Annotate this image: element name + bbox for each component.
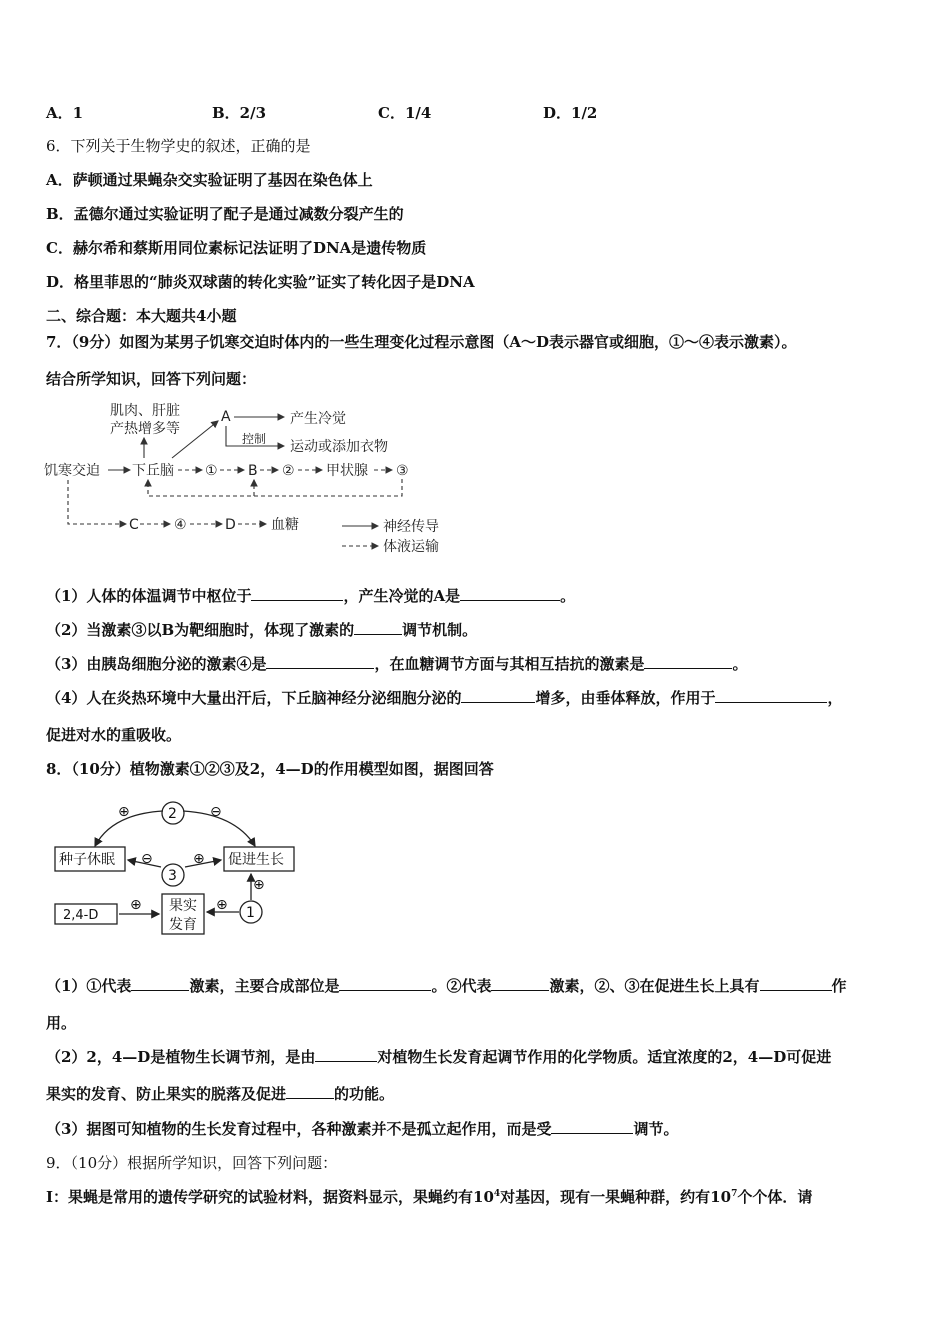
q8-blank-7[interactable] (551, 1119, 633, 1134)
minus-sign: ⊖ (210, 804, 222, 820)
diagram-control: 控制 (242, 432, 267, 446)
diagram-A: A (221, 409, 231, 425)
q6-option-a: A．萨顿通过果蝇杂交实验证明了基因在染色体上 (46, 171, 373, 189)
q6-option-d: D．格里菲思的“肺炎双球菌的转化实验”证实了转化因子是DNA (46, 273, 475, 291)
box-promote-growth: 促进生长 (228, 852, 284, 868)
q9-part-i: Ⅰ：果蝇是常用的遗传学研究的试验材料，据资料显示，果蝇约有$10^4$对基因，现有一果蝇种群，约有$10^7$个个体．请 (46, 1188, 813, 1206)
plus-sign: ⊕ (253, 877, 265, 893)
q7-part-4: （4）人在炎热环境中大量出汗后，下丘脑神经分泌细胞分泌的 增多，由垂体释放，作用于 ， (46, 689, 843, 707)
q7-part-2: （2）当激素③以B为靶细胞时，体现了激素的 调节机制。 (46, 621, 478, 639)
plus-sign: ⊕ (193, 851, 205, 867)
q8-blank-1[interactable] (131, 976, 189, 991)
legend-fluid: 体液运输 (383, 539, 439, 555)
q7-blank-3[interactable] (354, 620, 402, 635)
diagram-motion: 运动或添加衣物 (290, 439, 388, 455)
diagram-C: C (129, 517, 139, 533)
diagram-hormone-1: ① (205, 463, 218, 479)
q8-part-3: （3）据图可知植物的生长发育过程中，各种激素并不是孤立起作用，而是受 调节。 (46, 1120, 679, 1138)
diagram-B: B (248, 463, 258, 479)
q8-stem: 8．（10分）植物激素①②③及2，4—D的作用模型如图，据图回答 (46, 760, 494, 778)
q8-blank-4[interactable] (760, 976, 832, 991)
q8-blank-6[interactable] (286, 1084, 334, 1099)
q8-part-1-cont: 用。 (46, 1014, 77, 1032)
section-heading: 二、综合题：本大题共4小题 (46, 307, 237, 325)
diagram-hypothalamus: 下丘脑 (132, 463, 174, 479)
q7-stem-2: 结合所学知识，回答下列问题： (46, 370, 257, 388)
diagram-D: D (225, 517, 236, 533)
q8-blank-5[interactable] (315, 1047, 377, 1062)
q7-blank-1[interactable] (251, 586, 343, 601)
q7-blank-6[interactable] (461, 688, 535, 703)
q8-part-2: （2）2，4—D是植物生长调节剂，是由 对植物生长发育起调节作用的化学物质。适宜浓度的2，4—D可促进 (46, 1048, 832, 1066)
q7-blank-4[interactable] (266, 654, 374, 669)
q6-stem: 6．下列关于生物学史的叙述，正确的是 (46, 137, 311, 155)
legend-nerve: 神经传导 (383, 519, 439, 535)
q7-blank-2[interactable] (460, 586, 560, 601)
q8-blank-2[interactable] (339, 976, 431, 991)
box-fruit-2: 发育 (169, 917, 197, 933)
box-seed-dormancy: 种子休眠 (59, 852, 115, 868)
box-24d: 2,4-D (63, 908, 99, 923)
q6-option-c: C．赫尔希和蔡斯用同位素标记法证明了DNA是遗传物质 (46, 239, 427, 257)
box-fruit-1: 果实 (169, 898, 197, 914)
diagram-hormone-2: ② (282, 463, 295, 479)
q7-part-3: （3）由胰岛细胞分泌的激素④是 ，在血糖调节方面与其相互拮抗的激素是 。 (46, 655, 748, 673)
plus-sign: ⊕ (216, 897, 228, 913)
q5-option-c: C．1/4 (378, 104, 432, 122)
diagram-sugar: 血糖 (271, 517, 299, 533)
q5-option-b: B．2/3 (212, 104, 267, 122)
q8-diagram (50, 796, 310, 946)
diagram-cold: 产生冷觉 (290, 411, 346, 427)
circle-3-label: 3 (168, 868, 177, 884)
q5-option-a: A．1 (46, 104, 84, 122)
q7-blank-7[interactable] (715, 688, 827, 703)
diagram-heat: 产热增多等 (110, 421, 180, 437)
plus-sign: ⊕ (130, 897, 142, 913)
circle-2-label: 2 (168, 806, 177, 822)
q7-part-4-cont: 促进对水的重吸收。 (46, 726, 182, 744)
q7-diagram (44, 398, 464, 560)
q5-option-d: D．1/2 (543, 104, 598, 122)
q6-option-b: B．孟德尔通过实验证明了配子是通过减数分裂产生的 (46, 205, 404, 223)
diagram-thyroid: 甲状腺 (326, 463, 368, 479)
q7-part-1: （1）人体的体温调节中枢位于 ，产生冷觉的A是 。 (46, 587, 576, 605)
circle-1-label: 1 (246, 905, 255, 921)
q7-stem: 7．（9分）如图为某男子饥寒交迫时体内的一些生理变化过程示意图（A～D表示器官或细胞，①～④表示激素）。 (46, 333, 797, 351)
q8-part-2-cont: 果实的发育、防止果实的脱落及促进 的功能。 (46, 1085, 395, 1103)
q8-part-1: （1）①代表 激素，主要合成部位是 。②代表 激素，②、③在促进生长上具有 作 (46, 977, 847, 995)
diagram-hormone-3: ③ (396, 463, 409, 479)
diagram-muscle: 肌肉、肝脏 (110, 403, 180, 419)
diagram-hormone-4: ④ (174, 517, 187, 533)
diagram-hunger: 饥寒交迫 (44, 463, 100, 479)
plus-sign: ⊕ (118, 804, 130, 820)
q9-stem: 9．（10分）根据所学知识，回答下列问题： (46, 1154, 338, 1172)
minus-sign: ⊖ (141, 851, 153, 867)
q7-blank-5[interactable] (644, 654, 732, 669)
q8-blank-3[interactable] (491, 976, 549, 991)
